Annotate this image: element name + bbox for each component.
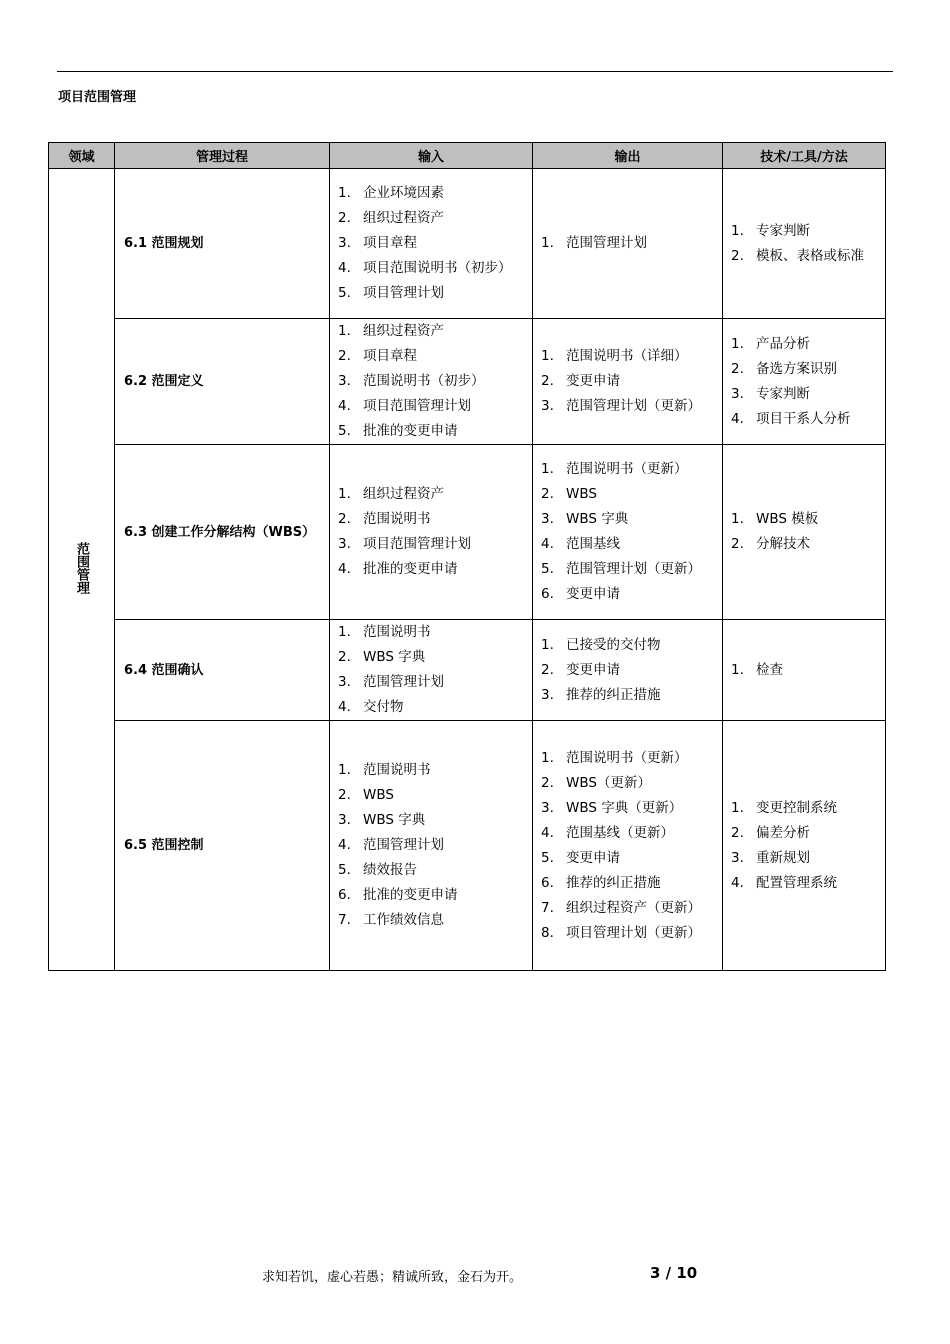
- list-item: [723, 507, 885, 532]
- item-text: 企业环境因素: [363, 185, 444, 201]
- item-text: 范围管理计划（更新）: [566, 561, 701, 577]
- table-row: [49, 169, 886, 319]
- list-item: [533, 344, 722, 369]
- item-number: 3.: [731, 385, 744, 402]
- tools-list: [723, 796, 885, 896]
- item-text: 项目范围说明书（初步）: [363, 260, 512, 276]
- item-text: 重新规划: [756, 849, 810, 866]
- item-text: 范围说明书（详细）: [566, 348, 688, 364]
- list-item: [723, 846, 885, 871]
- item-text: 交付物: [363, 699, 404, 715]
- item-number: 4.: [338, 260, 351, 276]
- list-item: [723, 871, 885, 896]
- item-number: 2.: [338, 787, 351, 803]
- table-header-row: [49, 143, 886, 169]
- list-item: [533, 482, 722, 507]
- item-text: 范围管理计划: [363, 837, 444, 853]
- item-text: 范围基线: [566, 536, 620, 552]
- item-text: 已接受的交付物: [566, 636, 661, 653]
- item-number: 5.: [338, 285, 351, 301]
- list-item: [533, 821, 722, 846]
- item-text: WBS 模板: [756, 511, 819, 527]
- item-text: 范围管理计划: [363, 674, 444, 690]
- process-name: 6.4 范围确认: [115, 620, 330, 721]
- item-number: 1.: [338, 185, 351, 201]
- list-item: [533, 846, 722, 871]
- footer-motto: 求知若饥，虚心若愚；精诚所致，金石为开。: [262, 1270, 523, 1285]
- inputs-cell: [330, 445, 533, 620]
- list-item: [533, 796, 722, 821]
- item-text: 项目管理计划（更新）: [566, 924, 701, 941]
- inputs-cell: [330, 169, 533, 319]
- item-text: 范围管理计划（更新）: [566, 398, 701, 414]
- list-item: [330, 369, 532, 394]
- list-item: [330, 883, 532, 908]
- inputs-cell: [330, 319, 533, 445]
- item-text: 工作绩效信息: [363, 912, 444, 928]
- list-item: [533, 231, 722, 256]
- item-text: 配置管理系统: [756, 874, 837, 891]
- tools-cell: [723, 319, 886, 445]
- item-number: 3.: [338, 373, 351, 389]
- list-item: [533, 921, 722, 946]
- item-text: 模板、表格或标准: [756, 247, 864, 264]
- item-number: 4.: [731, 874, 744, 891]
- item-number: 4.: [731, 410, 744, 427]
- table-row: [49, 721, 886, 971]
- item-number: 1.: [731, 661, 744, 678]
- list-item: [533, 532, 722, 557]
- list-item: [723, 219, 885, 244]
- item-number: 1.: [731, 799, 744, 816]
- header-process: 管理过程: [115, 143, 330, 169]
- item-number: 2.: [541, 661, 554, 678]
- list-item: [330, 858, 532, 883]
- item-text: 备选方案识别: [756, 360, 837, 377]
- item-number: 2.: [541, 774, 554, 791]
- list-item: [723, 821, 885, 846]
- item-text: 范围基线（更新）: [566, 824, 674, 841]
- item-text: 批准的变更申请: [363, 561, 458, 577]
- item-number: 3.: [541, 799, 554, 816]
- item-number: 4.: [338, 699, 351, 715]
- process-name: 6.3 创建工作分解结构（WBS）: [115, 445, 330, 620]
- item-number: 4.: [338, 561, 351, 577]
- item-text: 分解技术: [756, 536, 810, 552]
- item-text: WBS 字典: [363, 812, 426, 828]
- list-item: [330, 645, 532, 670]
- item-number: 4.: [338, 837, 351, 853]
- item-text: 变更申请: [566, 661, 620, 678]
- outputs-cell: [533, 721, 723, 971]
- list-item: [330, 620, 532, 645]
- item-number: 2.: [731, 824, 744, 841]
- item-number: 7.: [541, 899, 554, 916]
- item-number: 3.: [731, 849, 744, 866]
- item-number: 3.: [338, 235, 351, 251]
- item-number: 1.: [731, 335, 744, 352]
- item-number: 1.: [541, 461, 554, 477]
- tools-cell: [723, 169, 886, 319]
- item-text: WBS 字典: [363, 649, 426, 665]
- inputs-list: [330, 482, 532, 582]
- item-text: 组织过程资产: [363, 210, 444, 226]
- item-text: 项目章程: [363, 348, 417, 364]
- process-name: 6.1 范围规划: [115, 169, 330, 319]
- list-item: [330, 783, 532, 808]
- list-item: [723, 357, 885, 382]
- list-item: [533, 369, 722, 394]
- list-item: [330, 344, 532, 369]
- item-number: 6.: [541, 874, 554, 891]
- item-number: 2.: [338, 649, 351, 665]
- list-item: [533, 658, 722, 683]
- list-item: [533, 557, 722, 582]
- outputs-list: [533, 344, 722, 419]
- list-item: [533, 457, 722, 482]
- item-number: 1.: [338, 323, 351, 339]
- list-item: [723, 532, 885, 557]
- list-item: [723, 796, 885, 821]
- outputs-list: [533, 457, 722, 607]
- list-item: [330, 695, 532, 720]
- process-name: 6.2 范围定义: [115, 319, 330, 445]
- list-item: [330, 670, 532, 695]
- table-row: [49, 445, 886, 620]
- item-text: 组织过程资产: [363, 323, 444, 339]
- item-number: 1.: [731, 222, 744, 239]
- item-number: 1.: [731, 511, 744, 527]
- outputs-cell: [533, 620, 723, 721]
- item-number: 4.: [541, 536, 554, 552]
- list-item: [330, 319, 532, 344]
- tools-list: [723, 332, 885, 432]
- item-number: 1.: [541, 749, 554, 766]
- list-item: [533, 507, 722, 532]
- header-rule: [57, 71, 893, 72]
- item-number: 2.: [338, 511, 351, 527]
- outputs-list: [533, 231, 722, 256]
- item-number: 5.: [541, 561, 554, 577]
- item-number: 3.: [541, 686, 554, 703]
- item-text: WBS 字典: [566, 511, 629, 527]
- item-text: 项目干系人分析: [756, 410, 851, 427]
- list-item: [330, 281, 532, 306]
- list-item: [330, 808, 532, 833]
- item-text: 绩效报告: [363, 862, 417, 878]
- item-text: 专家判断: [756, 385, 810, 402]
- process-name: 6.5 范围控制: [115, 721, 330, 971]
- item-number: 2.: [731, 247, 744, 264]
- item-number: 8.: [541, 924, 554, 941]
- item-number: 2.: [731, 360, 744, 377]
- item-number: 4.: [338, 398, 351, 414]
- item-number: 3.: [338, 812, 351, 828]
- item-text: 项目范围管理计划: [363, 536, 471, 552]
- list-item: [533, 746, 722, 771]
- tools-list: [723, 658, 885, 683]
- item-number: 6.: [541, 586, 554, 602]
- outputs-cell: [533, 319, 723, 445]
- header-area: 领域: [49, 143, 115, 169]
- item-number: 2.: [731, 536, 744, 552]
- item-text: 偏差分析: [756, 824, 810, 841]
- list-item: [533, 582, 722, 607]
- inputs-list: [330, 620, 532, 720]
- outputs-cell: [533, 169, 723, 319]
- inputs-cell: [330, 620, 533, 721]
- item-number: 1.: [338, 486, 351, 502]
- list-item: [330, 557, 532, 582]
- item-text: 项目章程: [363, 235, 417, 251]
- header-input: 输入: [330, 143, 533, 169]
- item-text: 变更申请: [566, 586, 620, 602]
- item-text: 组织过程资产（更新）: [566, 899, 701, 916]
- item-number: 2.: [338, 348, 351, 364]
- list-item: [330, 482, 532, 507]
- item-number: 1.: [338, 624, 351, 640]
- item-text: 项目管理计划: [363, 285, 444, 301]
- item-text: 专家判断: [756, 222, 810, 239]
- item-number: 3.: [338, 674, 351, 690]
- area-cell: [49, 169, 115, 971]
- list-item: [330, 231, 532, 256]
- item-text: 变更申请: [566, 849, 620, 866]
- item-text: 范围说明书（初步）: [363, 373, 485, 389]
- item-text: WBS（更新）: [566, 774, 651, 791]
- list-item: [533, 683, 722, 708]
- header-output: 输出: [533, 143, 723, 169]
- item-text: 批准的变更申请: [363, 887, 458, 903]
- item-number: 2.: [541, 486, 554, 502]
- list-item: [330, 181, 532, 206]
- outputs-list: [533, 633, 722, 708]
- page-number: 3 / 10: [650, 1264, 698, 1282]
- item-number: 6.: [338, 887, 351, 903]
- item-text: WBS: [363, 787, 394, 803]
- item-number: 4.: [541, 824, 554, 841]
- item-number: 5.: [541, 849, 554, 866]
- item-number: 2.: [338, 210, 351, 226]
- list-item: [330, 908, 532, 933]
- item-number: 5.: [338, 862, 351, 878]
- inputs-list: [330, 181, 532, 306]
- item-text: 项目范围管理计划: [363, 398, 471, 414]
- item-text: 推荐的纠正措施: [566, 874, 661, 891]
- item-text: 范围说明书（更新）: [566, 461, 688, 477]
- tools-list: [723, 219, 885, 269]
- item-text: WBS: [566, 486, 597, 502]
- outputs-cell: [533, 445, 723, 620]
- document-title: 项目范围管理: [58, 90, 137, 105]
- item-number: 1.: [338, 762, 351, 778]
- tools-cell: [723, 721, 886, 971]
- tools-cell: [723, 620, 886, 721]
- item-text: 变更申请: [566, 373, 620, 389]
- list-item: [533, 871, 722, 896]
- item-text: 范围说明书: [363, 762, 431, 778]
- list-item: [330, 419, 532, 444]
- list-item: [723, 332, 885, 357]
- item-number: 1.: [541, 235, 554, 251]
- item-text: 产品分析: [756, 335, 810, 352]
- list-item: [330, 833, 532, 858]
- inputs-list: [330, 758, 532, 933]
- list-item: [723, 244, 885, 269]
- area-label: 范围管理: [74, 541, 89, 594]
- list-item: [533, 896, 722, 921]
- item-number: 1.: [541, 636, 554, 653]
- list-item: [330, 532, 532, 557]
- item-number: 3.: [338, 536, 351, 552]
- list-item: [330, 256, 532, 281]
- inputs-cell: [330, 721, 533, 971]
- item-text: 范围说明书（更新）: [566, 749, 688, 766]
- tools-list: [723, 507, 885, 557]
- header-tools: 技术/工具/方法: [723, 143, 886, 169]
- item-text: 推荐的纠正措施: [566, 686, 661, 703]
- item-text: 范围说明书: [363, 511, 431, 527]
- list-item: [330, 507, 532, 532]
- item-text: 范围管理计划: [566, 235, 647, 251]
- item-text: 变更控制系统: [756, 799, 837, 816]
- list-item: [533, 394, 722, 419]
- item-text: 组织过程资产: [363, 486, 444, 502]
- list-item: [330, 206, 532, 231]
- item-number: 7.: [338, 912, 351, 928]
- list-item: [723, 407, 885, 432]
- table-row: [49, 620, 886, 721]
- list-item: [330, 758, 532, 783]
- outputs-list: [533, 746, 722, 946]
- tools-cell: [723, 445, 886, 620]
- item-number: 1.: [541, 348, 554, 364]
- list-item: [723, 658, 885, 683]
- item-number: 2.: [541, 373, 554, 389]
- list-item: [533, 633, 722, 658]
- list-item: [723, 382, 885, 407]
- item-number: 3.: [541, 511, 554, 527]
- list-item: [533, 771, 722, 796]
- scope-management-table: [48, 142, 886, 971]
- inputs-list: [330, 319, 532, 444]
- table-row: [49, 319, 886, 445]
- list-item: [330, 394, 532, 419]
- item-text: 范围说明书: [363, 624, 431, 640]
- item-text: 检查: [756, 661, 783, 678]
- item-number: 3.: [541, 398, 554, 414]
- item-text: 批准的变更申请: [363, 423, 458, 439]
- item-text: WBS 字典（更新）: [566, 799, 683, 816]
- item-number: 5.: [338, 423, 351, 439]
